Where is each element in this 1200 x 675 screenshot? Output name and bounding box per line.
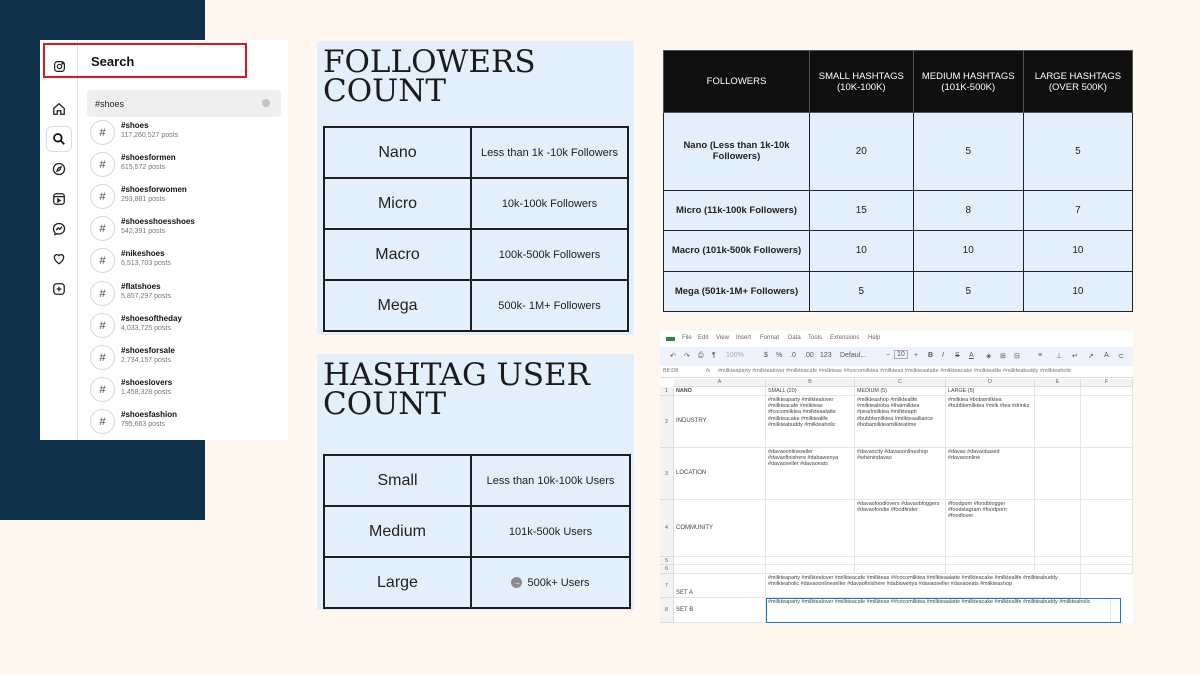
home-icon[interactable] [51, 101, 67, 117]
sheet-cell[interactable] [1081, 557, 1133, 565]
sheet-cell[interactable] [766, 500, 855, 557]
tier-label: Nano [324, 127, 471, 178]
matrix-cell: 5 [1023, 113, 1132, 191]
row-header[interactable]: 8 [660, 598, 674, 623]
search-result-item[interactable] [90, 183, 280, 213]
sheet-cell[interactable] [1081, 500, 1133, 557]
matrix-header: SMALL HASHTAGS (10K-100K) [810, 51, 914, 113]
sheet-cell[interactable]: #milkteashop #milktealife #milkteaboba #thaimilktea #pearlmilktea #milkteaph #bubblemilktea #milkteaalliance #bobamilkteamilkteatime [855, 396, 946, 448]
result-post-count: 4,033,725 posts [121, 325, 171, 332]
sheet-cell[interactable] [1081, 387, 1133, 396]
search-result-item[interactable] [90, 151, 280, 181]
sheet-cell[interactable] [1081, 448, 1133, 500]
column-header[interactable]: E [1035, 379, 1081, 387]
size-range: 500k+ Users [527, 576, 590, 589]
fill-color-icon[interactable]: ◈ [986, 353, 992, 360]
sheet-cell[interactable] [1035, 500, 1081, 557]
text-rotate-icon[interactable]: ↗ [1088, 353, 1094, 360]
hashtag-icon: # [90, 377, 115, 402]
matrix-header-row [664, 51, 1133, 113]
matrix-cell: 10 [1023, 271, 1132, 312]
matrix-cell: 15 [810, 190, 914, 230]
row-header[interactable]: 4 [660, 500, 674, 557]
size-range: 101k-500k Users [471, 506, 630, 557]
table-row [324, 229, 628, 280]
hashtag-icon: # [90, 120, 115, 145]
followers-hashtag-matrix [663, 50, 1133, 312]
search-result-item[interactable] [90, 408, 280, 438]
sheets-logo-icon [666, 337, 675, 341]
undo-icon[interactable]: ↶ [670, 353, 676, 360]
sheet-cell[interactable]: SMALL (20) [766, 387, 855, 396]
fx-icon: fx [706, 368, 711, 374]
redo-icon[interactable]: ↷ [684, 353, 690, 360]
sheet-cell[interactable]: #milkteaparty #milktealover #milkteacafe #milkteas ##cocomilktea #milkteaalatte #milkteacake #milktealife #milkteabuddy #milkteaholic [766, 598, 1111, 623]
messenger-icon[interactable] [51, 221, 67, 237]
sheet-cell[interactable]: #davaofoodlovers #davaobloggers #davaofoodie #foodfinder [855, 500, 946, 557]
create-plus-icon[interactable] [51, 281, 67, 297]
search-icon[interactable] [46, 126, 72, 152]
matrix-cell: 5 [913, 271, 1023, 312]
table-row [664, 190, 1133, 230]
column-header[interactable]: F [1081, 379, 1133, 387]
column-header[interactable]: B [766, 379, 855, 387]
matrix-cell: 10 [1023, 231, 1132, 271]
size-range-cell [471, 557, 630, 608]
row-header[interactable]: 3 [660, 448, 674, 500]
column-header[interactable]: A [674, 379, 766, 387]
number-format-button[interactable]: 123 [820, 352, 832, 359]
result-tag: #shoesformen [121, 153, 176, 162]
followers-table [323, 126, 629, 332]
menu-item[interactable]: Extensions [830, 335, 860, 341]
search-box[interactable] [87, 90, 281, 117]
search-input[interactable] [95, 90, 255, 117]
sheet-cell[interactable] [946, 557, 1035, 565]
hashtag-icon: # [90, 409, 115, 434]
arrow-right-icon: → [512, 578, 521, 588]
table-row [324, 455, 630, 506]
insert-link-icon[interactable]: ⊂ [1118, 353, 1124, 360]
hashtag-icon: # [90, 345, 115, 370]
result-post-count: 2,734,157 posts [121, 357, 171, 364]
menu-item[interactable]: Data [788, 335, 801, 341]
nav-rail [40, 40, 78, 440]
result-post-count: 795,663 posts [121, 421, 165, 428]
decimal-decrease-icon[interactable]: .0 [790, 352, 796, 359]
search-title: Search [91, 54, 135, 69]
hashtag-icon: # [90, 313, 115, 338]
sheet-cell[interactable]: #foodporn #foodblogger #foodstagram #foodporn #foodlover [946, 500, 1035, 557]
result-post-count: 615,572 posts [121, 164, 165, 171]
tier-label: Micro [324, 178, 471, 229]
sheet-cell[interactable] [674, 557, 766, 565]
menu-item[interactable]: Help [868, 335, 881, 341]
sheet-cell[interactable]: #davao #davaobased #davaoonline [946, 448, 1035, 500]
sheet-cell[interactable]: LARGE (5) [946, 387, 1035, 396]
explore-compass-icon[interactable] [51, 161, 67, 177]
search-result-item[interactable] [90, 344, 280, 374]
result-post-count: 6,513,703 posts [121, 260, 171, 267]
sheet-cell[interactable] [1035, 387, 1081, 396]
menu-item[interactable]: Format [760, 335, 780, 341]
hashtag-icon: # [90, 281, 115, 306]
menu-item[interactable]: View [716, 335, 729, 341]
column-header[interactable]: C [855, 379, 946, 387]
clear-search-icon[interactable] [262, 99, 270, 107]
cell-selection [766, 598, 1121, 623]
row-header[interactable]: 5 [660, 557, 674, 565]
font-size-increase-icon[interactable]: + [914, 352, 919, 359]
font-size-decrease-icon[interactable]: − [886, 352, 891, 359]
matrix-cell: 20 [810, 113, 914, 191]
row-header[interactable]: 1 [660, 387, 674, 396]
sheet-cell[interactable]: #milktea #bobamilktea #bubblemilktea #milk #tea #drinks [946, 396, 1035, 448]
result-tag: #shoesoftheday [121, 314, 182, 323]
table-row [664, 271, 1133, 312]
sheet-cell[interactable] [1035, 396, 1081, 448]
italic-icon[interactable]: I [942, 352, 944, 359]
sheet-cell[interactable]: #milkteaparty #milktealover #milkteacafe #milkteas #fcocomilktea #milkteaalatte #milkteacake #milktealife #milkteabuddy #milkteaholic [766, 396, 855, 448]
text-wrap-icon[interactable]: ↵ [1072, 353, 1078, 360]
result-post-count: 1,458,328 posts [121, 389, 171, 396]
size-label: Small [324, 455, 471, 506]
matrix-cell: 10 [913, 231, 1023, 271]
paint-format-icon[interactable]: ¶ [712, 352, 716, 359]
followers-title-line1: FOLLOWERS [323, 44, 536, 80]
percent-icon[interactable]: % [776, 352, 783, 359]
sheet-cell[interactable] [1035, 565, 1081, 574]
hashtag-title-line1: HASHTAG USER [323, 357, 591, 393]
search-result-item[interactable] [90, 376, 280, 406]
size-range: Less than 10k-100k Users [471, 455, 630, 506]
hashtag-table [323, 454, 631, 609]
decimal-increase-icon[interactable]: .00 [804, 352, 814, 359]
table-row [324, 506, 630, 557]
sheet-menu-bar [660, 335, 1133, 345]
result-post-count: 117,260,527 posts [121, 132, 179, 139]
sheet-cell[interactable]: #milkteaparty #milktealover #milkteacafe #milkteas ##cocomilktea #milkteaalatte #milkteacake #milktealife #milkteabuddy #milkteaholic #davaoonlineseller #davaofinishere #dabawenya #davaoseller #davaoeats #milkteashop [766, 574, 1081, 598]
sheet-cell[interactable]: SET A [674, 574, 766, 598]
column-header[interactable]: D [946, 379, 1035, 387]
result-tag: #shoesfashion [121, 410, 178, 419]
table-row [324, 280, 628, 331]
result-tag: #flatshoes [121, 282, 161, 291]
sheet-cell[interactable]: NANO [674, 387, 766, 396]
followers-title-line2: COUNT [323, 73, 447, 109]
sheet-cell[interactable] [766, 557, 855, 565]
matrix-cell: 7 [1023, 190, 1132, 230]
matrix-cell: 5 [913, 113, 1023, 191]
formula-bar [660, 367, 1133, 378]
matrix-row-label: Micro (11k-100k Followers) [664, 190, 810, 230]
sheet-cell[interactable]: MEDIUM (5) [855, 387, 946, 396]
sheet-cell[interactable] [946, 565, 1035, 574]
sheet-cell[interactable]: #davaoonlineseller #davaofinishere #dabawenya #davaoseller #davaoeats [766, 448, 855, 500]
heart-icon[interactable] [51, 251, 67, 267]
menu-item[interactable]: Edit [698, 335, 709, 341]
tier-range: 10k-100k Followers [471, 178, 628, 229]
sheet-cell[interactable]: LOCATION [674, 448, 766, 500]
align-horizontal-icon[interactable]: ≡ [1038, 352, 1043, 359]
tier-label: Mega [324, 280, 471, 331]
row-header[interactable]: 2 [660, 396, 674, 448]
reels-icon[interactable] [51, 191, 67, 207]
formula-input[interactable]: #milkteaparty #milktealover #milkteacafe #milkteas ##cocomilktea #milkteas #milkteaalatte #milkteacake #milktealife #milkteabuddy #milkteaholic [718, 368, 1072, 374]
sheet-cell[interactable] [1081, 396, 1133, 448]
spreadsheet [660, 331, 1133, 623]
zoom-select[interactable]: 100% [726, 352, 744, 359]
sheet-cell[interactable] [855, 557, 946, 565]
result-tag: #shoesforsale [121, 346, 175, 355]
size-label: Large [324, 557, 471, 608]
sheet-toolbar [660, 347, 1133, 366]
tier-label: Macro [324, 229, 471, 280]
sheet-cell[interactable] [1081, 565, 1133, 574]
matrix-row-label: Mega (501k-1M+ Followers) [664, 271, 810, 312]
sheet-cell[interactable]: INDUSTRY [674, 396, 766, 448]
result-tag: #shoesshoesshoes [121, 217, 195, 226]
align-vertical-icon[interactable]: ⊥ [1056, 353, 1063, 360]
row-header[interactable]: 7 [660, 574, 674, 598]
matrix-row-label: Nano (Less than 1k-10k Followers) [664, 113, 810, 191]
sheet-cell[interactable]: #davaocity #davaoonlineshop #whenindavao [855, 448, 946, 500]
table-row [324, 178, 628, 229]
search-result-item[interactable] [90, 280, 280, 310]
result-tag: #shoesforwomen [121, 185, 187, 194]
text-color-icon[interactable]: A [969, 352, 974, 359]
currency-icon[interactable]: $ [764, 352, 768, 359]
result-tag: #shoes [121, 121, 149, 130]
tier-range: 500k- 1M+ Followers [471, 280, 628, 331]
menu-item[interactable]: Insert [736, 335, 752, 341]
borders-icon[interactable]: ⊞ [1000, 353, 1006, 360]
matrix-header: MEDIUM HASHTAGS (101K-500K) [913, 51, 1023, 113]
result-post-count: 5,857,297 posts [121, 293, 171, 300]
result-tag: #shoeslovers [121, 378, 173, 387]
tier-range: Less than 1k -10k Followers [471, 127, 628, 178]
bold-icon[interactable]: B [928, 352, 934, 359]
table-row [664, 231, 1133, 271]
hashtag-icon: # [90, 248, 115, 273]
hashtag-title-line2: COUNT [323, 386, 447, 422]
sheet-cell[interactable] [855, 565, 946, 574]
search-highlight-box [43, 43, 247, 78]
text-color-a-icon[interactable]: A [1104, 352, 1109, 359]
sheet-cell[interactable] [674, 565, 766, 574]
search-result-item[interactable] [90, 215, 280, 245]
matrix-cell: 10 [810, 231, 914, 271]
table-row [664, 113, 1133, 191]
result-post-count: 293,881 posts [121, 196, 165, 203]
matrix-row-label: Macro (101k-500k Followers) [664, 231, 810, 271]
hashtag-icon: # [90, 152, 115, 177]
strikethrough-icon[interactable]: S [955, 352, 960, 359]
table-row [324, 127, 628, 178]
matrix-cell: 5 [810, 271, 914, 312]
hashtag-icon: # [90, 216, 115, 241]
matrix-header: FOLLOWERS [664, 51, 810, 113]
matrix-header: LARGE HASHTAGS (OVER 500K) [1023, 51, 1132, 113]
search-result-item[interactable] [90, 119, 280, 149]
menu-item[interactable]: Tools [808, 335, 823, 341]
sheet-cell[interactable]: COMMUNITY [674, 500, 766, 557]
hashtag-icon: # [90, 184, 115, 209]
cell-reference[interactable]: B8:D8 [663, 368, 679, 374]
instagram-search-panel [40, 40, 288, 440]
row-header[interactable]: 6 [660, 565, 674, 574]
table-row [324, 557, 630, 608]
menu-item[interactable]: File [682, 335, 692, 341]
result-tag: #nikeshoes [121, 249, 165, 258]
sheet-cell[interactable] [1035, 448, 1081, 500]
sheet-cell[interactable]: SET B [674, 598, 766, 623]
size-label: Medium [324, 506, 471, 557]
matrix-cell: 8 [913, 190, 1023, 230]
font-size-input[interactable]: 10 [894, 350, 908, 359]
print-icon[interactable]: ⎙ [698, 352, 704, 359]
tier-range: 100k-500k Followers [471, 229, 628, 280]
font-select[interactable]: Defaul... [840, 352, 867, 359]
merge-cells-icon[interactable]: ⊟ [1014, 353, 1020, 360]
search-result-item[interactable] [90, 247, 280, 277]
result-post-count: 542,391 posts [121, 228, 165, 235]
sheet-cell[interactable] [766, 565, 855, 574]
sheet-cell[interactable] [1035, 557, 1081, 565]
search-result-item[interactable] [90, 312, 280, 342]
